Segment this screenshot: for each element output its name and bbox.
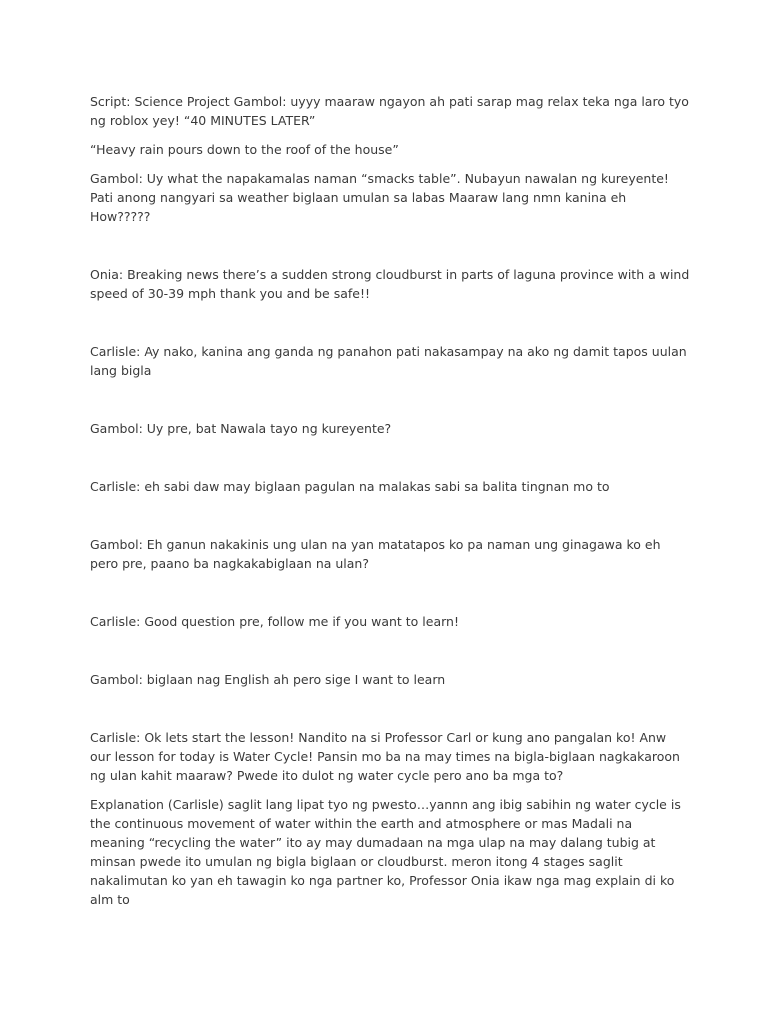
dialogue-gambol-1: Gambol: Uy what the napakamalas naman “smacks table”. Nubayun nawalan ng kureyente! Pati anong nangyari sa weather biglaan umulan sa labas Maaraw lang nmn kanina eh How????? <box>90 171 669 224</box>
dialogue-carlisle-1: Carlisle: Ay nako, kanina ang ganda ng panahon pati nakasampay na ako ng damit tapos uulan lang bigla <box>90 344 687 378</box>
dialogue-carlisle-3: Carlisle: Good question pre, follow me if you want to learn! <box>90 614 459 629</box>
dialogue-carlisle-2: Carlisle: eh sabi daw may biglaan pagulan na malakas sabi sa balita tingnan mo to <box>90 479 610 494</box>
dialogue-carlisle-4: Carlisle: Ok lets start the lesson! Nandito na si Professor Carl or kung ano pangalan ko! Anw our lesson for today is Water Cycle! Pansin mo ba na may times na bigla-biglaan nagkakaroon ng ulan kahit maaraw? Pwede ito dulot ng water cycle pero ano ba mga to? <box>90 730 680 783</box>
explanation-paragraph: Explanation (Carlisle) saglit lang lipat tyo ng pwesto…yannn ang ibig sabihin ng water cycle is the continuous movement of water within the earth and atmosphere or mas Madali na meaning “recycling the water” ito ay may dumadaan na mga ulap na may dalang tubig at minsan pwede ito umulan ng bigla biglaan or cloudburst. meron itong 4 stages saglit nakalimutan ko yan eh tawagin ko nga partner ko, Professor Onia ikaw nga mag explain di ko alm to <box>90 797 681 907</box>
document-body <box>90 92 690 909</box>
dialogue-gambol-4: Gambol: biglaan nag English ah pero sige I want to learn <box>90 672 446 687</box>
dialogue-onia-1: Onia: Breaking news there’s a sudden strong cloudburst in parts of laguna province with a wind speed of 30-39 mph thank you and be safe!! <box>90 267 690 301</box>
dialogue-gambol-2: Gambol: Uy pre, bat Nawala tayo ng kureyente? <box>90 421 392 436</box>
script-intro-paragraph: Script: Science Project Gambol: uyyy maaraw ngayon ah pati sarap mag relax teka nga laro tyo ng roblox yey! “40 MINUTES LATER” <box>90 94 689 128</box>
stage-direction-paragraph: “Heavy rain pours down to the roof of the house” <box>90 142 399 157</box>
dialogue-gambol-3: Gambol: Eh ganun nakakinis ung ulan na yan matatapos ko pa naman ung ginagawa ko eh pero pre, paano ba nagkakabiglaan na ulan? <box>90 537 661 571</box>
